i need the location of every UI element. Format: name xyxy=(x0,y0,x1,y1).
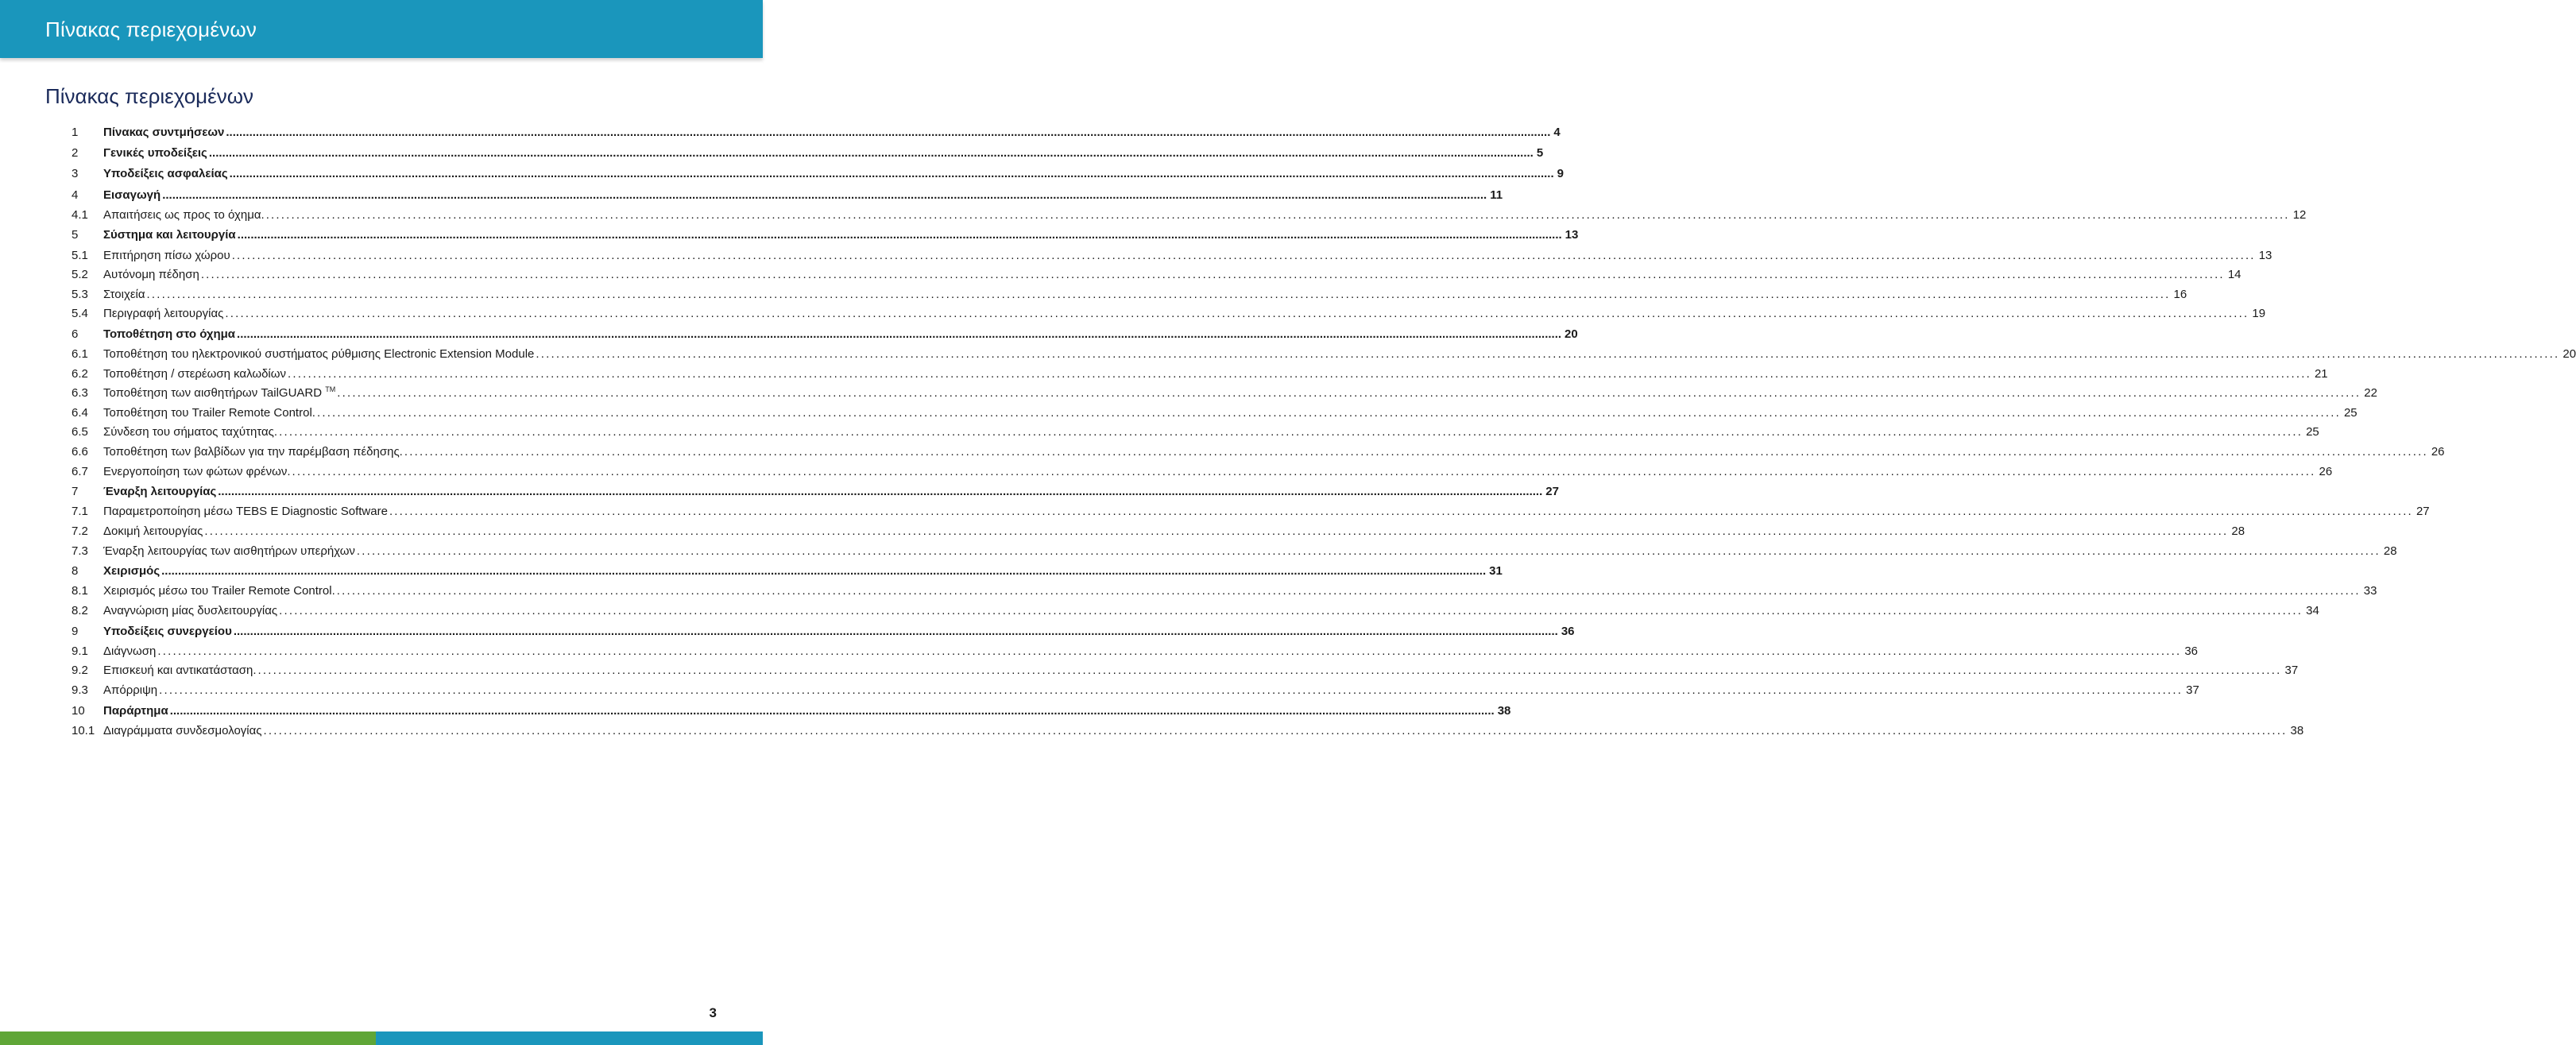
toc-entry-title-wrap xyxy=(103,225,238,246)
toc-entry[interactable] xyxy=(72,463,2333,482)
toc-entry-title: Έναρξη λειτουργίας των αισθητήρων υπερήχων xyxy=(103,544,355,558)
toc-entry-number: 5.4 xyxy=(72,307,88,321)
toc-entry-leader: ................................................................................................................................................................................................................................................................................................................................................................................................................ xyxy=(404,445,2428,459)
toc-entry-title: Σύστημα και λειτουργία xyxy=(103,228,236,242)
toc-entry-number: 10.1 xyxy=(72,723,95,737)
toc-entry-page: 13 xyxy=(2258,248,2272,262)
toc-entry-number: 1 xyxy=(72,126,79,139)
toc-entry-title-wrap xyxy=(103,542,357,562)
toc-entry-number: 5.3 xyxy=(72,287,88,301)
toc-entry-page: 4 xyxy=(1553,126,1561,139)
toc-entry-number: 8.2 xyxy=(72,604,88,617)
toc-entry[interactable] xyxy=(72,246,2272,266)
toc-entry[interactable] xyxy=(72,384,2377,404)
toc-entry-title: Σύνδεση του σήματος ταχύτητας. xyxy=(103,425,278,439)
toc-entry-number: 6.3 xyxy=(72,386,88,401)
toc-entry[interactable] xyxy=(72,681,2199,701)
toc-entry-number: 8 xyxy=(72,564,79,579)
toc-entry-number: 9.2 xyxy=(72,664,88,678)
toc-entry-page: 9 xyxy=(1557,167,1564,181)
toc-entry[interactable] xyxy=(72,345,2576,365)
header-title: Πίνακας περιεχομένων xyxy=(45,17,257,41)
toc-entry-page: 38 xyxy=(1497,703,1511,718)
toc-entry-leader: ................................................................................................................................................................................................................................................................................................................................................................................................................ xyxy=(161,564,1487,579)
toc-entry-title-wrap xyxy=(103,681,159,701)
toc-entry-title: Γενικές υποδείξεις xyxy=(103,146,207,161)
toc-entry-page: 36 xyxy=(2184,644,2199,658)
toc-entry-number: 5.2 xyxy=(72,268,88,282)
page-title: Πίνακας περιεχομένων xyxy=(45,84,254,108)
toc-entry-leader: ................................................................................................................................................................................................................................................................................................................................................................................................................ xyxy=(200,268,2225,282)
toc-entry-title: Στοιχεία xyxy=(103,287,145,301)
table-of-contents xyxy=(72,122,2576,741)
toc-entry-title: Χειρισμός μέσω του Trailer Remote Control. xyxy=(103,584,335,598)
toc-entry-title: Τοποθέτηση των βαλβίδων για την παρέμβαση πέδησης. xyxy=(103,445,403,459)
toc-entry-title: Υποδείξεις ασφαλείας xyxy=(103,167,228,181)
toc-entry-number: 2 xyxy=(72,146,79,161)
toc-entry-page: 37 xyxy=(2186,683,2199,697)
toc-entry-title-wrap xyxy=(103,265,201,285)
toc-entry-leader: ................................................................................................................................................................................................................................................................................................................................................................................................................ xyxy=(279,425,2303,439)
toc-entry-page: 27 xyxy=(1545,485,1559,499)
toc-entry-number: 7.1 xyxy=(72,505,88,519)
toc-entry-leader: ................................................................................................................................................................................................................................................................................................................................................................................................................ xyxy=(225,307,2249,321)
toc-entry-title: Περιγραφή λειτουργίας xyxy=(103,307,224,321)
toc-entry-page: 38 xyxy=(2290,723,2304,737)
toc-entry-page: 16 xyxy=(2173,287,2187,301)
toc-entry-title: Πίνακας συντμήσεων xyxy=(103,126,225,139)
toc-entry-title: Παραμετροποίηση μέσω TEBS E Diagnostic Software xyxy=(103,505,388,519)
toc-entry-page: 20 xyxy=(2562,347,2576,362)
toc-entry-number: 8.1 xyxy=(72,584,88,598)
toc-entry[interactable] xyxy=(72,304,2266,324)
toc-entry[interactable] xyxy=(72,423,2319,443)
toc-entry-title-wrap xyxy=(103,122,226,143)
toc-entry[interactable] xyxy=(72,561,1503,582)
toc-entry-trademark: TM xyxy=(325,385,336,394)
toc-entry-page: 28 xyxy=(2383,544,2397,558)
toc-entry[interactable] xyxy=(72,185,1503,206)
toc-entry-page: 22 xyxy=(2364,386,2377,401)
toc-entry-title: Τοποθέτηση του Trailer Remote Control. xyxy=(103,405,315,420)
toc-entry-number: 7.2 xyxy=(72,524,88,539)
toc-entry[interactable] xyxy=(72,143,1544,164)
toc-entry-title: Παράρτημα xyxy=(103,703,168,718)
toc-entry-title-wrap xyxy=(103,423,279,443)
toc-entry-leader: ................................................................................................................................................................................................................................................................................................................................................................................................................ xyxy=(257,664,2282,678)
toc-entry-number: 9.3 xyxy=(72,683,88,697)
toc-entry-page: 37 xyxy=(2284,664,2299,678)
toc-entry-leader: ................................................................................................................................................................................................................................................................................................................................................................................................................ xyxy=(237,327,1562,341)
toc-entry-title-wrap xyxy=(103,621,234,642)
toc-entry-leader: ................................................................................................................................................................................................................................................................................................................................................................................................................ xyxy=(159,683,2183,697)
toc-entry-leader: ................................................................................................................................................................................................................................................................................................................................................................................................................ xyxy=(287,366,2311,381)
toc-entry[interactable] xyxy=(72,265,2241,285)
toc-entry-page: 5 xyxy=(1536,146,1544,161)
toc-entry-page: 26 xyxy=(2319,464,2333,478)
toc-entry[interactable] xyxy=(72,722,2304,741)
toc-entry-title-wrap xyxy=(103,463,292,482)
toc-entry-title-wrap xyxy=(103,661,258,681)
toc-entry-page: 14 xyxy=(2227,268,2241,282)
toc-entry-page: 34 xyxy=(2306,604,2319,617)
toc-entry-title-wrap xyxy=(103,164,230,184)
toc-entry-page: 33 xyxy=(2363,584,2377,598)
toc-entry-title-wrap xyxy=(103,206,266,226)
toc-entry-title: Αναγνώριση μίας δυσλειτουργίας xyxy=(103,604,278,617)
toc-entry[interactable] xyxy=(72,502,2430,522)
toc-entry-title: Δοκιμή λειτουργίας xyxy=(103,524,203,539)
toc-entry-title-wrap xyxy=(103,384,337,404)
toc-entry[interactable] xyxy=(72,661,2299,681)
toc-entry-number: 7 xyxy=(72,485,79,499)
toc-entry-title-wrap xyxy=(103,502,389,522)
toc-entry[interactable] xyxy=(72,642,2199,662)
toc-entry-number: 6.5 xyxy=(72,425,88,439)
toc-entry-title: Απόρριψη xyxy=(103,683,158,697)
toc-entry-leader: ................................................................................................................................................................................................................................................................................................................................................................................................................ xyxy=(263,723,2288,737)
toc-entry[interactable] xyxy=(72,621,1575,642)
toc-entry[interactable] xyxy=(72,365,2328,385)
toc-entry-leader: ................................................................................................................................................................................................................................................................................................................................................................................................................ xyxy=(162,188,1487,202)
toc-entry-number: 6.6 xyxy=(72,445,88,459)
toc-entry-leader: ................................................................................................................................................................................................................................................................................................................................................................................................................ xyxy=(157,644,2182,658)
toc-entry-page: 11 xyxy=(1490,188,1503,202)
toc-entry-title-wrap xyxy=(103,701,170,722)
toc-entry-title-wrap xyxy=(103,345,536,365)
toc-entry[interactable] xyxy=(72,443,2445,463)
toc-entry-title-wrap xyxy=(103,246,232,266)
toc-entry-number: 4.1 xyxy=(72,207,88,222)
toc-entry-title: Διαγράμματα συνδεσμολογίας xyxy=(103,723,262,737)
toc-entry-leader: ................................................................................................................................................................................................................................................................................................................................................................................................................ xyxy=(218,485,1543,499)
toc-entry-leader: ................................................................................................................................................................................................................................................................................................................................................................................................................ xyxy=(356,544,2381,558)
toc-entry-title-wrap xyxy=(103,561,161,582)
toc-entry[interactable] xyxy=(72,324,1578,345)
toc-entry-number: 9.1 xyxy=(72,644,88,658)
toc-entry-leader: ................................................................................................................................................................................................................................................................................................................................................................................................................ xyxy=(231,248,2256,262)
header-bar xyxy=(0,0,763,58)
toc-entry-leader: ................................................................................................................................................................................................................................................................................................................................................................................................................ xyxy=(208,146,1534,161)
toc-entry-page: 19 xyxy=(2252,307,2266,321)
toc-entry-number: 5 xyxy=(72,228,79,242)
toc-entry-title-wrap xyxy=(103,185,162,206)
toc-entry-number: 7.3 xyxy=(72,544,88,558)
toc-entry-number: 6.7 xyxy=(72,464,88,478)
toc-entry-leader: ................................................................................................................................................................................................................................................................................................................................................................................................................ xyxy=(265,207,2290,222)
toc-entry-page: 12 xyxy=(2292,207,2307,222)
toc-entry-page: 25 xyxy=(2306,425,2319,439)
toc-entry[interactable] xyxy=(72,206,2307,226)
toc-entry-title-wrap xyxy=(103,722,264,741)
toc-entry-title-wrap xyxy=(103,143,209,164)
toc-entry[interactable] xyxy=(72,122,1561,143)
toc-entry-page: 26 xyxy=(2431,445,2445,459)
toc-entry[interactable] xyxy=(72,522,2245,542)
toc-entry-title: Χειρισμός xyxy=(103,564,161,579)
toc-entry-number: 10 xyxy=(72,703,85,718)
toc-entry-title: Τοποθέτηση των αισθητήρων TailGUARD xyxy=(103,386,323,401)
toc-entry-title: Επιτήρηση πίσω χώρου xyxy=(103,248,230,262)
toc-entry-page: 20 xyxy=(1565,327,1578,341)
toc-entry[interactable] xyxy=(72,482,1559,502)
toc-entry-title-wrap xyxy=(103,304,225,324)
toc-entry-page: 28 xyxy=(2231,524,2245,539)
toc-entry[interactable] xyxy=(72,542,2397,562)
footer-bar-green xyxy=(0,1031,376,1045)
toc-entry-title: Απαιτήσεις ως προς το όχημα. xyxy=(103,207,265,222)
toc-entry-page: 27 xyxy=(2415,505,2430,519)
toc-entry[interactable] xyxy=(72,404,2357,424)
toc-entry-page: 25 xyxy=(2343,405,2357,420)
toc-entry-title-wrap xyxy=(103,443,404,463)
toc-entry-leader: ................................................................................................................................................................................................................................................................................................................................................................................................................ xyxy=(229,167,1554,181)
toc-entry-leader: ................................................................................................................................................................................................................................................................................................................................................................................................................ xyxy=(536,347,2560,362)
toc-entry-title-wrap xyxy=(103,404,317,424)
toc-entry-number: 6 xyxy=(72,327,79,341)
toc-entry[interactable] xyxy=(72,225,1579,246)
toc-entry-title-wrap xyxy=(103,602,279,621)
toc-entry-leader: ................................................................................................................................................................................................................................................................................................................................................................................................................ xyxy=(204,524,2229,539)
toc-entry[interactable] xyxy=(72,582,2377,602)
toc-entry-leader: ................................................................................................................................................................................................................................................................................................................................................................................................................ xyxy=(279,604,2303,617)
toc-entry-title-wrap xyxy=(103,642,157,662)
toc-entry-leader: ................................................................................................................................................................................................................................................................................................................................................................................................................ xyxy=(336,584,2361,598)
toc-entry-title: Εισαγωγή xyxy=(103,188,161,202)
toc-entry-title: Τοποθέτηση στο όχημα xyxy=(103,327,236,341)
toc-entry-title: Διάγνωση xyxy=(103,644,157,658)
toc-entry-title: Τοποθέτηση του ηλεκτρονικού συστήματος ρύθμισης Electronic Extension Module xyxy=(103,347,535,362)
toc-entry-title: Επισκευή και αντικατάσταση. xyxy=(103,664,257,678)
toc-entry-number: 6.1 xyxy=(72,347,88,362)
toc-entry[interactable] xyxy=(72,164,1564,184)
toc-entry-title-wrap xyxy=(103,285,147,305)
toc-entry-number: 5.1 xyxy=(72,248,88,262)
toc-entry-number: 6.2 xyxy=(72,366,88,381)
toc-entry-page: 36 xyxy=(1561,624,1575,638)
toc-entry-page: 31 xyxy=(1489,564,1503,579)
toc-entry-title: Τοποθέτηση / στερέωση καλωδίων xyxy=(103,366,286,381)
toc-entry-leader: ................................................................................................................................................................................................................................................................................................................................................................................................................ xyxy=(146,287,2171,301)
toc-entry-leader: ................................................................................................................................................................................................................................................................................................................................................................................................................ xyxy=(226,126,1551,139)
toc-entry-number: 9 xyxy=(72,624,79,638)
toc-entry-number: 4 xyxy=(72,188,79,202)
toc-entry-title: Έναρξη λειτουργίας xyxy=(103,485,217,499)
toc-entry-title: Αυτόνομη πέδηση xyxy=(103,268,199,282)
toc-entry-page: 21 xyxy=(2314,366,2328,381)
toc-entry-title-wrap xyxy=(103,582,337,602)
footer-bar-teal xyxy=(376,1031,763,1045)
toc-entry-number: 3 xyxy=(72,167,79,181)
toc-entry[interactable] xyxy=(72,701,1511,722)
toc-entry-leader: ................................................................................................................................................................................................................................................................................................................................................................................................................ xyxy=(292,464,2316,478)
toc-entry[interactable] xyxy=(72,285,2187,305)
toc-entry-title-wrap xyxy=(103,482,218,502)
toc-entry-leader: ................................................................................................................................................................................................................................................................................................................................................................................................................ xyxy=(337,386,2361,401)
toc-entry-title-wrap xyxy=(103,365,288,385)
page-number: 3 xyxy=(709,1005,717,1020)
toc-entry-title-wrap xyxy=(103,522,204,542)
toc-entry-leader: ................................................................................................................................................................................................................................................................................................................................................................................................................ xyxy=(316,405,2341,420)
toc-entry-title-wrap xyxy=(103,324,237,345)
toc-entry-title: Ενεργοποίηση των φώτων φρένων. xyxy=(103,464,291,478)
toc-entry-leader: ................................................................................................................................................................................................................................................................................................................................................................................................................ xyxy=(233,624,1558,638)
toc-entry-leader: ................................................................................................................................................................................................................................................................................................................................................................................................................ xyxy=(237,228,1562,242)
toc-entry-leader: ................................................................................................................................................................................................................................................................................................................................................................................................................ xyxy=(389,505,2413,519)
toc-entry-leader: ................................................................................................................................................................................................................................................................................................................................................................................................................ xyxy=(169,703,1495,718)
toc-entry[interactable] xyxy=(72,602,2319,621)
toc-entry-title: Υποδείξεις συνεργείου xyxy=(103,624,232,638)
toc-entry-number: 6.4 xyxy=(72,405,88,420)
toc-entry-page: 13 xyxy=(1565,228,1579,242)
